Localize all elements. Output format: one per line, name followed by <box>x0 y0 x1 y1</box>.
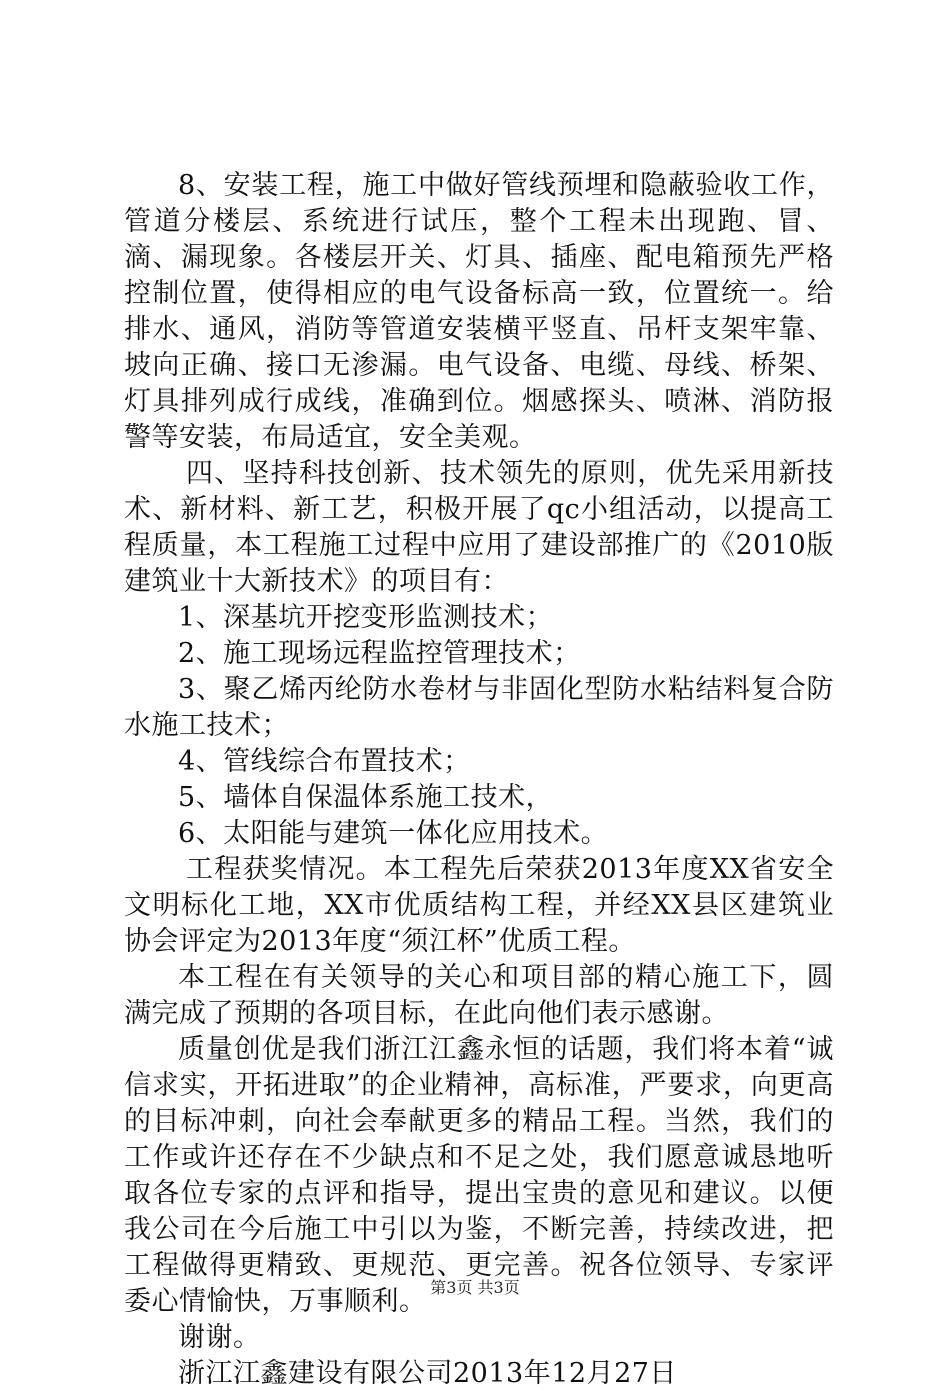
list-item-tech-4: 4、管线综合布置技术； <box>178 746 471 777</box>
list-item-tech-6: 6、太阳能与建筑一体化应用技术。 <box>178 818 609 849</box>
paragraph-quality-commitment: 质量创优是我们浙江江鑫永恒的话题，我们将本着“诚信求实，开拓进取”的企业精神，高标准，严要求，向更高的目标冲刺，向社会奉献更多的精品工程。当然，我们的工作或许还存在不少缺点和不足之处，我们愿意诚恳地听取各位专家的点评和指导，提出宝贵的意见和建议。以便我公司在今后施工中引以为鉴，不断完善，持续改进，把工程做得更精致、更规范、更完善。祝各位领导、专家评委心情愉快，万事顺利。 <box>124 1034 834 1317</box>
document-body <box>124 168 834 1392</box>
list-item-tech-5: 5、墙体自保温体系施工技术， <box>178 782 554 813</box>
list-item-tech-2: 2、施工现场远程监控管理技术； <box>178 638 581 669</box>
list-item-tech-3: 3、聚乙烯丙纶防水卷材与非固化型防水粘结料复合防水施工技术； <box>124 674 834 741</box>
paragraph-installation: 8、安装工程，施工中做好管线预埋和隐蔽验收工作，管道分楼层、系统进行试压，整个工程未出现跑、冒、滴、漏现象。各楼层开关、灯具、插座、配电箱预先严格控制位置，使得相应的电气设备标高一致，位置统一。给排水、通风，消防等管道安装横平竖直、吊杆支架牢靠、坡向正确、接口无渗漏。电气设备、电缆、母线、桥架、灯具排列成行成线，准确到位。烟感探头、喷淋、消防报警等安装，布局适宜，安全美观。 <box>124 170 834 453</box>
paragraph-thanks-leaders: 本工程在有关领导的关心和项目部的精心施工下，圆满完成了预期的各项目标，在此向他们表示感谢。 <box>124 962 834 1029</box>
page-footer: 第3页 共3页 <box>430 1278 520 1297</box>
paragraph-tech-innovation: 四、坚持科技创新、技术领先的原则，优先采用新技术、新材料、新工艺，积极开展了qc小组活动，以提高工程质量，本工程施工过程中应用了建设部推广的《2010版建筑业十大新技术》的项目有： <box>124 458 834 597</box>
paragraph-closing-thanks: 谢谢。 <box>178 1322 261 1353</box>
paragraph-awards: 工程获奖情况。本工程先后荣获2013年度XX省安全文明标化工地，XX市优质结构工程，并经XX县区建筑业协会评定为2013年度“须江杯”优质工程。 <box>124 854 834 957</box>
signature-company-date: 浙江江鑫建设有限公司2013年12月27日 <box>178 1358 677 1389</box>
list-item-tech-1: 1、深基坑开挖变形监测技术； <box>178 602 554 633</box>
